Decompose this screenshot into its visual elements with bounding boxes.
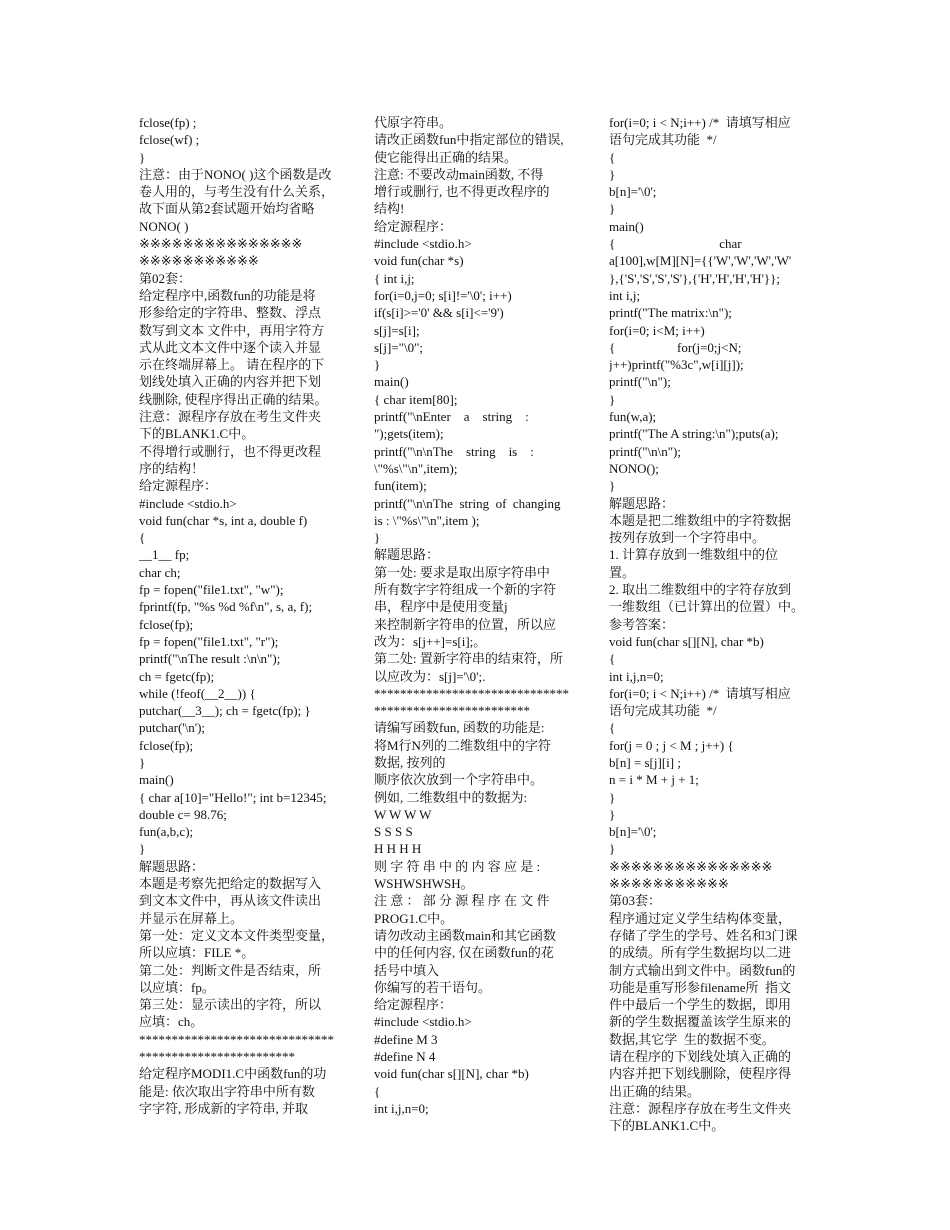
text-line: main() bbox=[609, 218, 644, 234]
text-line: 改为：s[j++]=s[i];。 bbox=[374, 633, 487, 649]
text-line: fclose(fp); bbox=[139, 616, 194, 632]
text-line: putchar('\n'); bbox=[139, 720, 206, 736]
text-line: b[n] = s[j][i] ; bbox=[609, 754, 681, 770]
text-line: 第二处: 置新字符串的结束符，所 bbox=[374, 651, 563, 667]
text-line: },{'S','S','S','S'},{'H','H','H','H'}}; bbox=[609, 270, 780, 286]
text-line: ************************ bbox=[374, 703, 530, 719]
text-line: 所有数字字符组成一个新的字符 bbox=[374, 582, 557, 598]
text-line: for(i=0,j=0; s[i]!='\0'; i++) bbox=[374, 287, 512, 303]
text-line: } bbox=[139, 754, 146, 770]
text-line: 第二处：判断文件是否结束，所 bbox=[139, 962, 322, 978]
text-line: printf("The A string:\n");puts(a); bbox=[609, 426, 779, 442]
text-line: s[j]=s[i]; bbox=[374, 322, 420, 338]
text-line: } bbox=[609, 789, 616, 805]
text-line: { bbox=[609, 149, 616, 165]
text-line: printf("\n\n"); bbox=[609, 443, 681, 459]
text-line: if(s[i]>='0' && s[i]<='9') bbox=[374, 305, 504, 321]
text-line: H H H H bbox=[374, 841, 422, 857]
text-line: 第02套： bbox=[139, 270, 192, 286]
text-line: 你编写的若干语句。 bbox=[374, 979, 492, 995]
text-line: a[100],w[M][N]={{'W','W','W','W' bbox=[609, 253, 792, 269]
text-line: 第一处：定义文本文件类型变量， bbox=[139, 927, 335, 943]
text-line: 串，程序中是使用变量j bbox=[374, 599, 508, 615]
text-line: fclose(wf) ; bbox=[139, 132, 200, 148]
text-line: s[j]="\0"; bbox=[374, 339, 423, 355]
text-line: 给定源程序： bbox=[374, 218, 453, 234]
text-line: ※※※※※※※※※※※ bbox=[139, 253, 259, 269]
text-line: 并显示在屏幕上。 bbox=[139, 910, 244, 926]
text-line: int i,j; bbox=[609, 287, 641, 303]
text-line: main() bbox=[374, 374, 409, 390]
text-line: W W W W bbox=[374, 806, 432, 822]
text-line: void fun(char *s, int a, double f) bbox=[139, 512, 308, 528]
text-line: } bbox=[609, 841, 616, 857]
text-line: int i,j,n=0; bbox=[609, 668, 664, 684]
text-line: 第一处: 要求是取出原字符串中 bbox=[374, 564, 550, 580]
text-line: 中的任何内容, 仅在函数fun的花 bbox=[374, 945, 554, 961]
text-line: fun(w,a); bbox=[609, 409, 657, 425]
text-line: 注意：源程序存放在考生文件夹 bbox=[609, 1100, 792, 1116]
text-line: ch = fgetc(fp); bbox=[139, 668, 215, 684]
text-line: 字字符, 形成新的字符串, 并取 bbox=[139, 1100, 309, 1116]
text-line: { char item[80]; bbox=[374, 391, 458, 407]
text-line: ");gets(item); bbox=[374, 426, 444, 442]
text-line: 划线处填入正确的内容并把下划 bbox=[139, 374, 322, 390]
text-line: ※※※※※※※※※※※※※※※ bbox=[139, 236, 303, 252]
text-line: 第03套： bbox=[609, 893, 662, 909]
text-line: 请勿改动主函数main和其它函数 bbox=[374, 927, 556, 943]
text-line: 请在程序的下划线处填入正确的 bbox=[609, 1049, 792, 1065]
text-line: 本题是把二维数组中的字符数据 bbox=[609, 512, 792, 528]
text-line: 内容并把下划线删除，使程序得 bbox=[609, 1066, 792, 1082]
text-line: 1. 计算存放到一维数组中的位 bbox=[609, 547, 779, 563]
text-line: 注意：由于NONO( )这个函数是改 bbox=[139, 166, 332, 182]
text-line: 解题思路： bbox=[374, 547, 440, 563]
text-line: 序的结构！ bbox=[139, 460, 205, 476]
text-line: while (!feof(__2__)) { bbox=[139, 685, 256, 701]
text-line: 故下面从第2套试题开始均省略 bbox=[139, 201, 315, 217]
text-line: 的成绩。所有学生数据均以二进 bbox=[609, 945, 792, 961]
text-line: 则 字 符 串 中 的 内 容 应 是 : bbox=[374, 858, 541, 874]
text-line: printf("The matrix:\n"); bbox=[609, 305, 732, 321]
text-column-left bbox=[139, 114, 353, 1117]
text-line: __1__ fp; bbox=[139, 547, 190, 563]
text-line: 解题思路： bbox=[609, 495, 675, 511]
text-line: 顺序依次放到一个字符串中。 bbox=[374, 772, 544, 788]
text-line: printf("\n\nThe string is : bbox=[374, 443, 534, 459]
text-line: 给定程序中,函数fun的功能是将 bbox=[139, 287, 316, 303]
text-line: WSHWSHWSH。 bbox=[374, 876, 474, 892]
text-line: is : \"%s\"\n",item ); bbox=[374, 512, 480, 528]
text-line: fclose(fp); bbox=[139, 737, 194, 753]
text-line: #define M 3 bbox=[374, 1031, 438, 1047]
text-line: j++)printf("%3c",w[i][j]); bbox=[609, 357, 744, 373]
text-line: 下的BLANK1.C中。 bbox=[139, 426, 255, 442]
text-line: 新的学生数据覆盖该学生原来的 bbox=[609, 1014, 792, 1030]
text-line: fprintf(fp, "%s %d %f\n", s, a, f); bbox=[139, 599, 313, 615]
text-line: 语句完成其功能 */ bbox=[609, 703, 717, 719]
text-line: 本题是考察先把给定的数据写入 bbox=[139, 876, 322, 892]
text-column-middle bbox=[374, 114, 578, 1117]
text-line: 所以应填：FILE *。 bbox=[139, 945, 255, 961]
text-line: PROG1.C中。 bbox=[374, 910, 454, 926]
text-line: for(i=0; i<M; i++) bbox=[609, 322, 705, 338]
text-line: S S S S bbox=[374, 824, 413, 840]
text-line: fun(item); bbox=[374, 478, 427, 494]
text-line: void fun(char s[][N], char *b) bbox=[609, 633, 764, 649]
text-line: \"%s\"\n",item); bbox=[374, 460, 458, 476]
text-line: 注 意 ： 部 分 源 程 序 在 文 件 bbox=[374, 893, 550, 909]
text-line: { bbox=[609, 651, 616, 667]
text-line: { char a[10]="Hello!"; int b=12345; bbox=[139, 789, 327, 805]
text-line: NONO(); bbox=[609, 460, 659, 476]
text-line: 程序通过定义学生结构体变量， bbox=[609, 910, 792, 926]
text-line: printf("\n"); bbox=[609, 374, 671, 390]
text-line: 括号中填入 bbox=[374, 962, 440, 978]
text-line: } bbox=[374, 530, 381, 546]
text-line: fun(a,b,c); bbox=[139, 824, 194, 840]
text-line: 解题思路： bbox=[139, 858, 205, 874]
text-line: n = i * M + j + 1; bbox=[609, 772, 699, 788]
text-line: 存储了学生的学号、姓名和3门课 bbox=[609, 927, 798, 943]
text-line: 件中最后一个学生的数据，即用 bbox=[609, 997, 792, 1013]
text-line: 增行或删行, 也不得更改程序的 bbox=[374, 184, 550, 200]
text-line: 使它能得出正确的结果。 bbox=[374, 149, 518, 165]
text-line: 数据, 按列的 bbox=[374, 754, 446, 770]
text-line: } bbox=[139, 149, 146, 165]
text-line: 来控制新字符串的位置，所以应 bbox=[374, 616, 557, 632]
text-line: 参考答案： bbox=[609, 616, 675, 632]
text-line: { char bbox=[609, 236, 742, 252]
text-line: 将M行N列的二维数组中的字符 bbox=[374, 737, 551, 753]
text-line: ************************ bbox=[139, 1049, 295, 1065]
text-line: 以应填：fp。 bbox=[139, 979, 215, 995]
text-line: b[n]='\0'; bbox=[609, 824, 657, 840]
text-line: #define N 4 bbox=[374, 1049, 436, 1065]
text-line: fp = fopen("file1.txt", "w"); bbox=[139, 582, 284, 598]
text-line: 数据,其它学 生的数据不变。 bbox=[609, 1031, 775, 1047]
text-line: 例如, 二维数组中的数据为: bbox=[374, 789, 528, 805]
text-line: 以应改为：s[j]='\0';. bbox=[374, 668, 486, 684]
text-line: for(i=0; i < N;i++) /* 请填写相应 bbox=[609, 115, 791, 130]
text-line: 语句完成其功能 */ bbox=[609, 132, 717, 148]
text-line: 示在终端屏幕上。 请在程序的下 bbox=[139, 357, 325, 373]
text-line: 结构! bbox=[374, 201, 405, 217]
text-line: 式从此文本文件中逐个读入并显 bbox=[139, 339, 322, 355]
text-line: fp = fopen("file1.txt", "r"); bbox=[139, 633, 279, 649]
text-line: 功能是重写形参filename所 指文 bbox=[609, 979, 791, 995]
text-line: { bbox=[609, 720, 616, 736]
text-line: 代原字符串。 bbox=[374, 115, 453, 130]
text-line: 下的BLANK1.C中。 bbox=[609, 1118, 725, 1134]
text-line: putchar(__3__); ch = fgetc(fp); } bbox=[139, 703, 311, 719]
text-line: { bbox=[374, 1083, 381, 1099]
text-line: for(j = 0 ; j < M ; j++) { bbox=[609, 737, 734, 753]
text-line: printf("\nThe result :\n\n"); bbox=[139, 651, 281, 667]
text-line: } bbox=[609, 166, 616, 182]
text-line: 到文本文件中，再从该文件读出 bbox=[139, 893, 322, 909]
text-line: NONO( ) bbox=[139, 218, 189, 234]
text-line: printf("\n\nThe string of changing bbox=[374, 495, 561, 511]
text-line: int i,j,n=0; bbox=[374, 1100, 429, 1116]
text-line: { bbox=[139, 530, 146, 546]
text-line: b[n]='\0'; bbox=[609, 184, 657, 200]
text-line: #include <stdio.h> bbox=[374, 1014, 472, 1030]
text-line: double c= 98.76; bbox=[139, 806, 227, 822]
text-line: } bbox=[609, 391, 616, 407]
text-line: } bbox=[609, 806, 616, 822]
text-line: 给定源程序： bbox=[374, 997, 453, 1013]
text-column-right bbox=[609, 114, 812, 1135]
text-line: ※※※※※※※※※※※ bbox=[609, 876, 729, 892]
text-line: 制方式输出到文件中。函数fun的 bbox=[609, 962, 796, 978]
text-line: 形参给定的字符串、整数、浮点 bbox=[139, 305, 322, 321]
text-line: 置。 bbox=[609, 564, 636, 580]
text-line: { int i,j; bbox=[374, 270, 415, 286]
text-line: printf("\nEnter a string : bbox=[374, 409, 529, 425]
text-line: 一维数组（已计算出的位置）中。 bbox=[609, 599, 805, 615]
text-line: 卷人用的，与考生没有什么关系， bbox=[139, 184, 335, 200]
text-line: fclose(fp) ; bbox=[139, 115, 197, 130]
text-line: 应填：ch。 bbox=[139, 1014, 204, 1030]
text-line: #include <stdio.h> bbox=[139, 495, 237, 511]
text-line: } bbox=[139, 841, 146, 857]
text-line: 第三处：显示读出的字符，所以 bbox=[139, 997, 322, 1013]
text-line: 给定源程序： bbox=[139, 478, 218, 494]
text-line: 请编写函数fun, 函数的功能是: bbox=[374, 720, 545, 736]
text-line: for(i=0; i < N;i++) /* 请填写相应 bbox=[609, 685, 791, 701]
text-line: void fun(char *s) bbox=[374, 253, 464, 269]
text-line: } bbox=[609, 201, 616, 217]
text-line: 线删除, 使程序得出正确的结果。 bbox=[139, 391, 328, 407]
text-line: 出正确的结果。 bbox=[609, 1083, 701, 1099]
text-line: 给定程序MODI1.C中函数fun的功 bbox=[139, 1066, 327, 1082]
text-line: 请改正函数fun中指定部位的错误, bbox=[374, 132, 564, 148]
text-line: void fun(char s[][N], char *b) bbox=[374, 1066, 529, 1082]
text-line: char ch; bbox=[139, 564, 181, 580]
text-line: 能是: 依次取出字符串中所有数 bbox=[139, 1083, 315, 1099]
text-line: 注意: 不要改动main函数, 不得 bbox=[374, 166, 544, 182]
text-line: 2. 取出二维数组中的字符存放到 bbox=[609, 582, 792, 598]
text-line: ****************************** bbox=[374, 685, 569, 701]
text-line: 注意：源程序存放在考生文件夹 bbox=[139, 409, 322, 425]
text-line: ※※※※※※※※※※※※※※※ bbox=[609, 858, 773, 874]
text-line: ****************************** bbox=[139, 1031, 334, 1047]
text-line: 不得增行或删行，也不得更改程 bbox=[139, 443, 322, 459]
text-line: main() bbox=[139, 772, 174, 788]
text-line: } bbox=[374, 357, 381, 373]
text-line: 按列存放到一个字符串中。 bbox=[609, 530, 766, 546]
text-line: { for(j=0;j<N; bbox=[609, 339, 742, 355]
text-line: } bbox=[609, 478, 616, 494]
text-line: #include <stdio.h> bbox=[374, 236, 472, 252]
text-line: 数写到文本 文件中，再用字符方 bbox=[139, 322, 325, 338]
